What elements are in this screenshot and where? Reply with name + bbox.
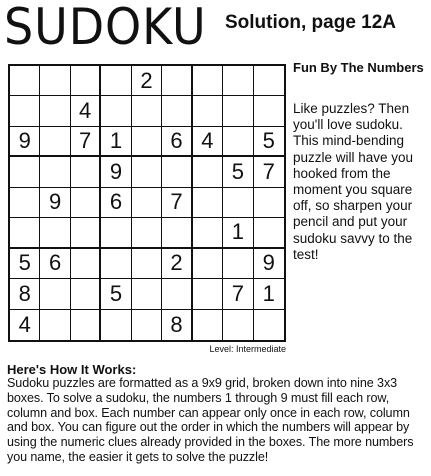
sudoku-cell[interactable]: 9 — [254, 249, 284, 279]
sidebar-heading: Fun By The Numbers — [293, 60, 424, 75]
sudoku-cell[interactable] — [101, 310, 131, 340]
sudoku-cell[interactable] — [132, 279, 162, 309]
sudoku-cell[interactable] — [254, 310, 284, 340]
sudoku-cell[interactable] — [223, 188, 253, 218]
sudoku-cell[interactable] — [254, 188, 284, 218]
sudoku-cell[interactable] — [101, 249, 131, 279]
sudoku-cell[interactable] — [193, 66, 223, 96]
instructions-text: Sudoku puzzles are formatted as a 9x9 grid, broken down into nine 3x3 boxes. To solve a sudoku, the numbers 1 through 9 must fill each row, column and box. Each number can appear only once in each row, column and box. You can figure out the order in which the numbers will appear by using the numeric clues already provided in the boxes. The more numbers you name, the easier it gets to solve the puzzle! — [7, 376, 414, 464]
sudoku-cell[interactable]: 2 — [132, 66, 162, 96]
sudoku-cell[interactable] — [193, 310, 223, 340]
sudoku-cell[interactable] — [10, 66, 40, 96]
sudoku-cell[interactable] — [132, 218, 162, 248]
sudoku-cell[interactable] — [71, 218, 101, 248]
difficulty-level: Level: Intermediate — [209, 344, 286, 354]
sudoku-cell[interactable]: 5 — [10, 249, 40, 279]
sudoku-cell[interactable] — [254, 96, 284, 126]
solution-reference: Solution, page 12A — [225, 12, 397, 33]
sudoku-cell[interactable] — [101, 66, 131, 96]
sudoku-cell[interactable]: 8 — [162, 310, 192, 340]
sudoku-cell[interactable] — [40, 310, 70, 340]
sudoku-cell[interactable] — [162, 279, 192, 309]
sudoku-cell[interactable] — [132, 127, 162, 157]
sudoku-cell[interactable] — [101, 96, 131, 126]
sudoku-cell[interactable] — [162, 157, 192, 187]
sudoku-cell[interactable] — [40, 157, 70, 187]
sudoku-cell[interactable] — [71, 157, 101, 187]
sudoku-cell[interactable] — [71, 249, 101, 279]
sudoku-cell[interactable]: 5 — [223, 157, 253, 187]
sudoku-cell[interactable]: 4 — [10, 310, 40, 340]
sudoku-cell[interactable]: 9 — [10, 127, 40, 157]
sudoku-cell[interactable] — [254, 218, 284, 248]
sudoku-cell[interactable]: 9 — [101, 157, 131, 187]
sudoku-cell[interactable] — [40, 66, 70, 96]
sudoku-cell[interactable] — [71, 66, 101, 96]
sudoku-cell[interactable]: 8 — [10, 279, 40, 309]
sudoku-cell[interactable]: 2 — [162, 249, 192, 279]
sudoku-cell[interactable] — [193, 249, 223, 279]
sudoku-cell[interactable] — [193, 218, 223, 248]
sudoku-cell[interactable] — [193, 188, 223, 218]
sudoku-cell[interactable] — [71, 310, 101, 340]
sudoku-cell[interactable]: 1 — [223, 218, 253, 248]
sudoku-cell[interactable]: 7 — [223, 279, 253, 309]
sudoku-cell[interactable]: 1 — [101, 127, 131, 157]
sudoku-cell[interactable] — [132, 96, 162, 126]
sudoku-cell[interactable] — [40, 96, 70, 126]
sudoku-cell[interactable] — [10, 96, 40, 126]
sudoku-cell[interactable]: 7 — [162, 188, 192, 218]
sudoku-cell[interactable]: 7 — [254, 157, 284, 187]
sudoku-cell[interactable]: 9 — [40, 188, 70, 218]
sudoku-cell[interactable]: 5 — [101, 279, 131, 309]
sudoku-cell[interactable] — [162, 218, 192, 248]
sudoku-cell[interactable] — [40, 127, 70, 157]
sudoku-cell[interactable]: 7 — [71, 127, 101, 157]
sudoku-cell[interactable] — [162, 66, 192, 96]
sudoku-cell[interactable] — [132, 188, 162, 218]
sudoku-cell[interactable]: 5 — [254, 127, 284, 157]
sudoku-cell[interactable]: 4 — [193, 127, 223, 157]
instructions-heading: Here's How It Works: — [7, 362, 137, 377]
sudoku-cell[interactable] — [223, 127, 253, 157]
sudoku-cell[interactable] — [162, 96, 192, 126]
sudoku-cell[interactable] — [223, 310, 253, 340]
sudoku-cell[interactable] — [40, 218, 70, 248]
sudoku-cell[interactable] — [223, 249, 253, 279]
sudoku-cell[interactable] — [193, 157, 223, 187]
sudoku-cell[interactable] — [71, 188, 101, 218]
sudoku-cell[interactable] — [71, 279, 101, 309]
sudoku-cell[interactable] — [193, 96, 223, 126]
sudoku-cell[interactable] — [10, 218, 40, 248]
sidebar-text: Like puzzles? Then you'll love sudoku. This mind-bending puzzle will have you hooked from the moment you square off, so sharpen your pencil and put your sudoku savvy to the test! — [293, 101, 414, 262]
sudoku-cell[interactable]: 1 — [254, 279, 284, 309]
sudoku-cell[interactable]: 6 — [162, 127, 192, 157]
sudoku-cell[interactable] — [223, 96, 253, 126]
sudoku-cell[interactable] — [254, 66, 284, 96]
sudoku-cell[interactable]: 6 — [101, 188, 131, 218]
puzzle-title: SUDOKU — [4, 0, 207, 56]
sudoku-cell[interactable] — [40, 279, 70, 309]
sudoku-cell[interactable] — [193, 279, 223, 309]
sudoku-cell[interactable] — [10, 157, 40, 187]
sudoku-grid — [8, 64, 286, 342]
sudoku-cell[interactable] — [223, 66, 253, 96]
sudoku-cell[interactable]: 6 — [40, 249, 70, 279]
sudoku-cell[interactable] — [132, 310, 162, 340]
sudoku-cell[interactable]: 4 — [71, 96, 101, 126]
sudoku-cell[interactable] — [10, 188, 40, 218]
sudoku-cell[interactable] — [101, 218, 131, 248]
sudoku-cell[interactable] — [132, 157, 162, 187]
sudoku-cell[interactable] — [132, 249, 162, 279]
